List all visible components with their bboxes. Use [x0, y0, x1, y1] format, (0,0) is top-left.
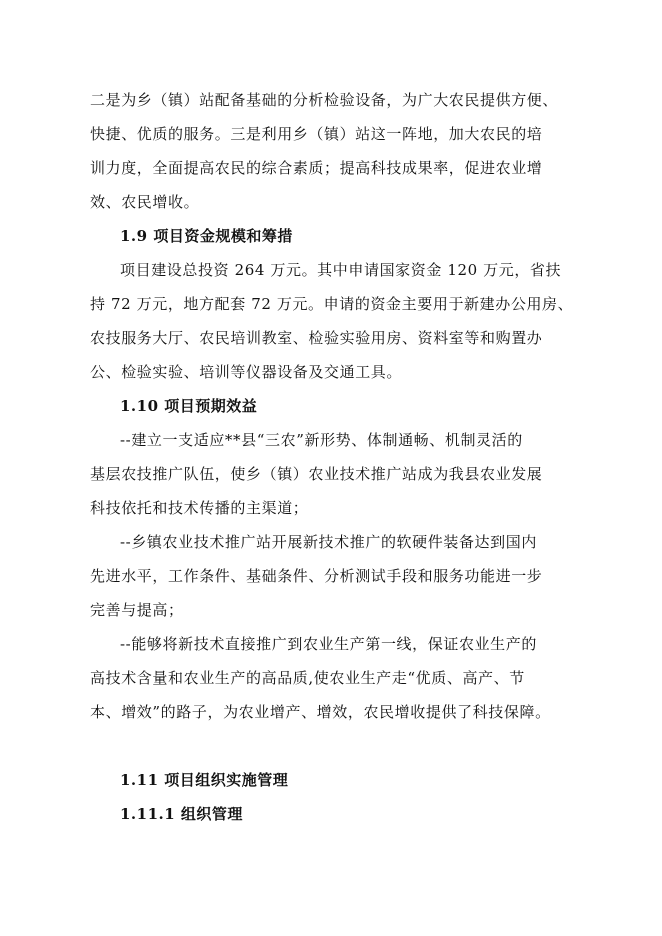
intro-line-2: 快捷、优质的服务。三是利用乡（镇）站这一阵地，加大农民的培 — [90, 125, 543, 143]
section-1-10-line-2: 基层农技推广队伍，使乡（镇）农业技术推广站成为我县农业发展 — [90, 465, 543, 483]
section-1-10-line-8: 高技术含量和农业生产的高品质,使农业生产走“优质、高产、节 — [90, 669, 525, 687]
section-1-9-heading: 1.9 项目资金规模和筹措 — [120, 227, 293, 245]
section-1-11-1-heading: 1.11.1 组织管理 — [120, 805, 243, 823]
intro-line-4: 效、农民增收。 — [90, 193, 200, 211]
section-1-9-line-2: 持 72 万元，地方配套 72 万元。申请的资金主要用于新建办公用房、 — [90, 295, 574, 313]
section-1-10-line-5: 先进水平，工作条件、基础条件、分析测试手段和服务功能进一步 — [90, 567, 543, 585]
intro-line-3: 训力度，全面提高农民的综合素质；提高科技成果率，促进农业增 — [90, 159, 543, 177]
section-1-9-line-1: 项目建设总投资 264 万元。其中申请国家资金 120 万元，省扶 — [120, 261, 562, 279]
section-1-10-line-6: 完善与提高； — [90, 601, 184, 619]
section-1-9-line-3: 农技服务大厅、农民培训教室、检验实验用房、资料室等和购置办 — [90, 329, 543, 347]
section-1-10-heading: 1.10 项目预期效益 — [120, 397, 258, 415]
section-1-11-heading: 1.11 项目组织实施管理 — [120, 771, 289, 789]
section-1-10-line-9: 本、增效”的路子，为农业增产、增效，农民增收提供了科技保障。 — [90, 703, 551, 721]
section-1-10-line-4: --乡镇农业技术推广站开展新技术推广的软硬件装备达到国内 — [120, 533, 537, 551]
section-1-10-line-1: --建立一支适应**县“三农”新形势、体制通畅、机制灵活的 — [120, 431, 523, 449]
intro-line-1: 二是为乡（镇）站配备基础的分析检验设备，为广大农民提供方便、 — [90, 91, 559, 109]
section-1-10-line-7: --能够将新技术直接推广到农业生产第一线，保证农业生产的 — [120, 635, 537, 653]
section-1-9-line-4: 公、检验实验、培训等仪器设备及交通工具。 — [90, 363, 403, 381]
section-1-10-line-3: 科技依托和技术传播的主渠道； — [90, 499, 309, 517]
